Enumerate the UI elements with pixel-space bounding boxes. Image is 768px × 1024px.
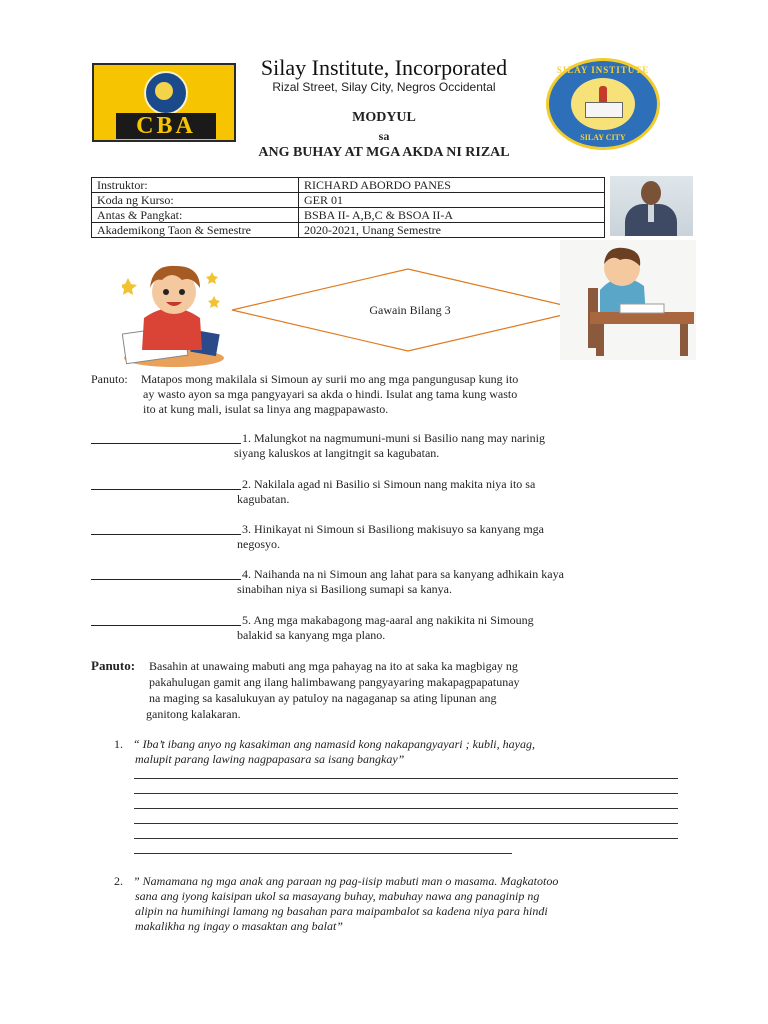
instruction-text-line: ganitong kalakaran. — [146, 707, 241, 721]
item-text: 2. Nakilala agad ni Basilio si Simoun nang makita niya ito sa — [242, 477, 536, 491]
item-text: 5. Ang mga makabagong mag-aaral ang nakikita ni Simoung — [242, 613, 534, 627]
info-label: Koda ng Kurso: — [92, 193, 299, 208]
item-text: kagubatan. — [237, 492, 290, 506]
info-value: BSBA II- A,B,C & BSOA II-A — [299, 208, 605, 223]
answer-line[interactable] — [134, 823, 678, 824]
answer-blank-5[interactable] — [91, 613, 241, 626]
quote-number: 2. — [114, 874, 123, 888]
answer-line[interactable] — [134, 778, 678, 779]
instruction-text-line: Matapos mong makilala si Simoun ay surii mo ang mga pangungusap kung ito — [141, 372, 519, 386]
info-label: Instruktor: — [92, 178, 299, 193]
instruction-text-line: na maging sa kasalukuyan ay patuloy na nagaganap sa ating lipunan ang — [149, 691, 497, 705]
table-row — [92, 208, 605, 223]
answer-blank-2[interactable] — [91, 477, 241, 490]
instruction-text-line: ay wasto ayon sa mga pangyayari sa akda o hindi. Isulat ang tama kung wasto — [143, 387, 518, 401]
item-text: siyang kaluskos at langitngit sa kagubatan. — [234, 446, 440, 460]
answer-line[interactable] — [134, 808, 678, 809]
quote-text-line: malupit parang lawing nagpapasara sa isang bangkay” — [135, 752, 405, 766]
cba-seal-icon — [144, 71, 188, 115]
cba-logo-text: CBA — [116, 113, 216, 139]
item-text: balakid sa kanyang mga plano. — [237, 628, 386, 642]
school-name: Silay Institute, Incorporated — [260, 55, 508, 80]
info-label: Antas & Pangkat: — [92, 208, 299, 223]
course-info-table — [91, 177, 605, 238]
info-label: Akademikong Taon & Semestre — [92, 223, 299, 238]
quote-text-line: sana ang iyong kaisipan ukol sa masayang buhay, mabuhay nawa ang panaginip ng — [135, 889, 540, 903]
table-row — [92, 193, 605, 208]
sa-label: sa — [378, 129, 390, 143]
student-writing-illustration-left — [122, 258, 226, 368]
school-address: Rizal Street, Silay City, Negros Occidental — [272, 80, 496, 94]
answer-line[interactable] — [134, 853, 512, 854]
quote-number: 1. — [114, 737, 123, 751]
item-text: sinabihan niya si Basiliong sumapi sa kanya. — [237, 582, 452, 596]
logo-emblem-icon — [571, 78, 635, 130]
item-text: 4. Naihanda na ni Simoun ang lahat para sa kanyang adhikain kaya — [242, 567, 564, 581]
logo-top-text: SILAY INSTITUTE — [556, 65, 650, 75]
instruction-text-line: pakahulugan gamit ang ilang halimbawang pangyayaring makapagpapatunay — [149, 675, 520, 689]
table-row — [92, 223, 605, 238]
logo-bottom-text: SILAY CITY — [580, 133, 626, 142]
answer-line[interactable] — [134, 838, 678, 839]
answer-line[interactable] — [134, 793, 678, 794]
answer-blank-4[interactable] — [91, 567, 241, 580]
instruction-text-line: ito at kung mali, isulat sa linya ang magpapawasto. — [143, 402, 389, 416]
item-text: negosyo. — [237, 537, 280, 551]
quote-text-line: makalikha ng ingay o masaktan ang balat” — [135, 919, 343, 933]
item-text: 3. Hinikayat ni Simoun si Basiliong makisuyo sa kanyang mga — [242, 522, 544, 536]
quote-text-line: “ Iba’t ibang anyo ng kasakiman ang namasid kong nakapangyayari ; kubli, hayag, — [133, 737, 535, 751]
item-text: 1. Malungkot na nagmumuni-muni si Basilio nang may narinig — [242, 431, 545, 445]
student-writing-illustration-right — [560, 240, 696, 360]
instruction-label: Panuto: — [91, 658, 136, 673]
instruction-text-line: Basahin at unawaing mabuti ang mga pahayag na ito at saka ka magbigay ng — [149, 659, 518, 673]
activity-label: Gawain Bilang 3 — [369, 303, 451, 317]
info-value: 2020-2021, Unang Semestre — [299, 223, 605, 238]
torch-icon — [599, 86, 607, 102]
answer-blank-1[interactable] — [91, 431, 241, 444]
book-icon — [585, 102, 623, 118]
answer-blank-3[interactable] — [91, 522, 241, 535]
silay-institute-logo — [546, 58, 660, 150]
info-value: GER 01 — [299, 193, 605, 208]
quote-text-line: alipin na humihingi lamang ng basahan para maipambalot sa kadena niya para hindi — [135, 904, 548, 918]
instruction-label: Panuto: — [91, 372, 128, 386]
module-title: ANG BUHAY AT MGA AKDA NI RIZAL — [258, 145, 510, 160]
modyul-title: MODYUL — [352, 110, 416, 125]
info-value: RICHARD ABORDO PANES — [299, 178, 605, 193]
instructor-photo — [610, 176, 693, 236]
quote-text-line: ” Namamana ng mga anak ang paraan ng pag-iisip mabuti man o masama. Magkatotoo — [133, 874, 559, 888]
table-row — [92, 178, 605, 193]
